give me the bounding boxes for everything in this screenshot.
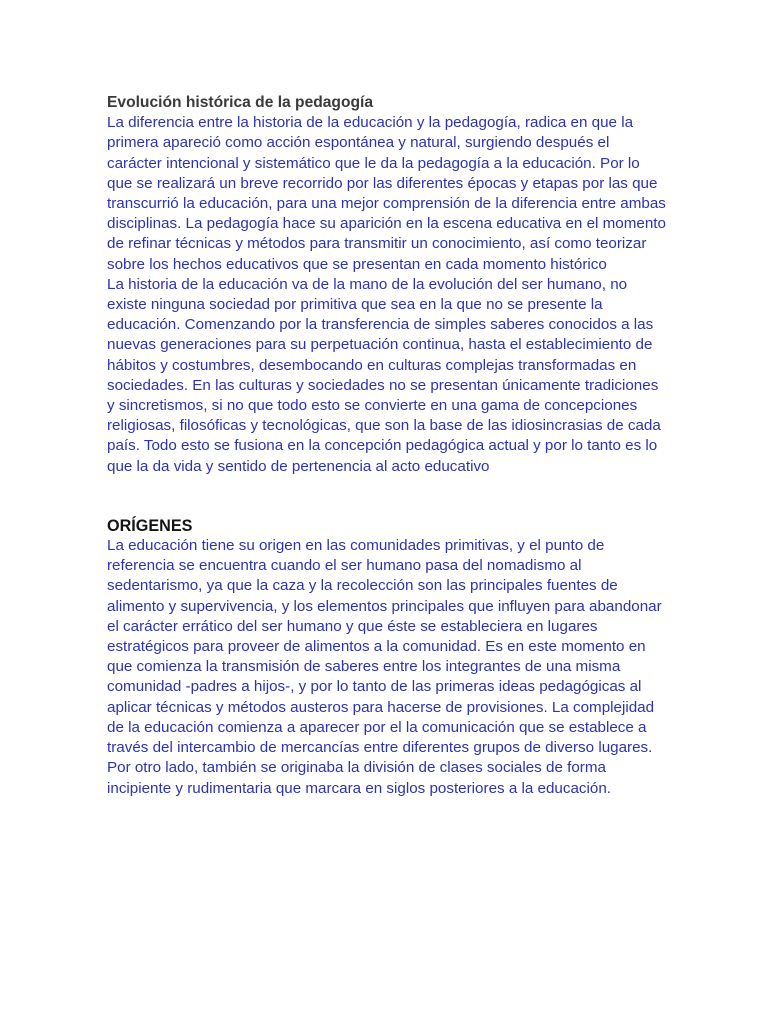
section-spacer xyxy=(107,477,668,516)
paragraph: La diferencia entre la historia de la educación y la pedagogía, radica en que la primera apareció como acción espontánea y natural, surgiendo después el carácter intencional y sistemático que le da la pedagogía a la educación. Por lo que se realizará un breve recorrido por las diferentes épocas y etapas por las que transcurrió la educación, para una mejor comprensión de la diferencia entre ambas disciplinas. La pedagogía hace su aparición en la escena educativa en el momento de refinar técnicas y métodos para transmitir un conocimiento, así como teorizar sobre los hechos educativos que se presentan en cada momento histórico xyxy=(107,114,666,273)
section-origenes xyxy=(107,516,668,799)
paragraph: La educación tiene su origen en las comunidades primitivas, y el punto de referencia se encuentra cuando el ser humano pasa del nomadismo al sedentarismo, ya que la caza y la recolección son las principales fuentes de alimento y supervivencia, y los elementos principales que influyen para abandonar el carácter errático del ser humano y que éste se estableciera en lugares estratégicos para proveer de alimentos a la comunidad. Es en este momento en que comienza la transmisión de saberes entre los integrantes de una misma comunidad -padres a hijos-, y por lo tanto de las primeras ideas pedagógicas al aplicar técnicas y métodos austeros para hacerse de provisiones. La complejidad de la educación comienza a aparecer por el la comunicación que se establece a través del intercambio de mercancías entre diferentes grupos de diverso lugares. Por otro lado, también se originaba la división de clases sociales de forma incipiente y rudimentaria que marcara en siglos posteriores a la educación. xyxy=(107,537,662,797)
section-title: Evolución histórica de la pedagogía xyxy=(107,94,374,111)
section-evolucion xyxy=(107,93,668,477)
section-title: ORÍGENES xyxy=(107,516,193,535)
paragraph: La historia de la educación va de la mano de la evolución del ser humano, no existe ninguna sociedad por primitiva que sea en la que no se presente la educación. Comenzando por la transferencia de simples saberes conocidos a las nuevas generaciones para su perpetuación continua, hasta el establecimiento de hábitos y costumbres, desembocando en culturas complejas transformadas en sociedades. En las culturas y sociedades no se presentan únicamente tradiciones y sincretismos, si no que todo esto se convierte en una gama de concepciones religiosas, filosóficas y tecnológicas, que son la base de las idiosincrasias de cada país. Todo esto se fusiona en la concepción pedagógica actual y por lo tanto es lo que la da vida y sentido de pertenencia al acto educativo xyxy=(107,275,661,475)
